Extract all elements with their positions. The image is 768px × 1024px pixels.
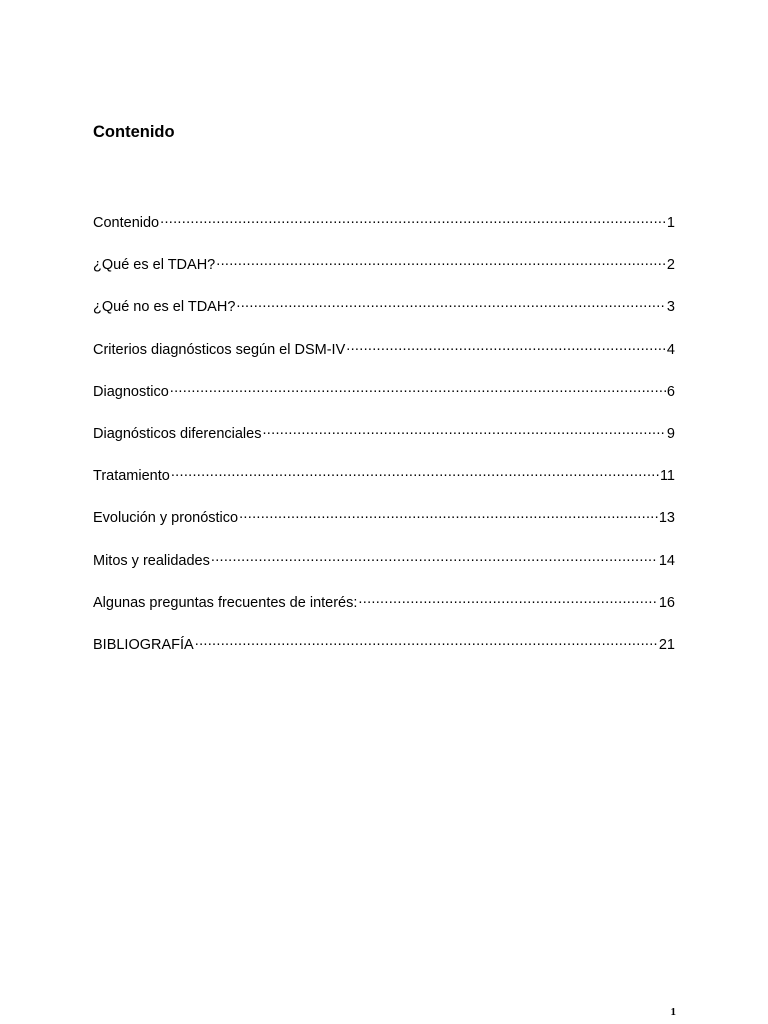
toc-entry[interactable] bbox=[93, 338, 675, 380]
toc-entry-title: ¿Qué no es el TDAH? bbox=[93, 299, 236, 316]
toc-entry-page: 9 bbox=[666, 425, 675, 442]
toc-entry-page: 3 bbox=[666, 299, 675, 316]
toc-dot-leader bbox=[160, 211, 666, 227]
toc-entry-title: ¿Qué es el TDAH? bbox=[93, 257, 216, 274]
table-of-contents bbox=[93, 211, 675, 675]
toc-entry-page: 1 bbox=[666, 215, 675, 231]
toc-entry[interactable] bbox=[93, 591, 675, 633]
toc-entry-title: Diagnostico bbox=[93, 383, 169, 400]
toc-dot-leader bbox=[346, 338, 666, 354]
toc-entry[interactable] bbox=[93, 380, 675, 422]
toc-dot-leader bbox=[171, 464, 659, 480]
toc-entry-title: Evolución y pronóstico bbox=[93, 510, 239, 527]
toc-entry-title: Contenido bbox=[93, 215, 160, 231]
toc-entry-page: 16 bbox=[658, 594, 675, 611]
toc-entry-title: Algunas preguntas frecuentes de interés: bbox=[93, 594, 358, 611]
toc-entry-title: Mitos y realidades bbox=[93, 552, 210, 569]
toc-entry[interactable] bbox=[93, 506, 675, 548]
page-number: 1 bbox=[670, 1006, 676, 1018]
toc-entry-title: Diagnósticos diferenciales bbox=[93, 425, 262, 442]
toc-dot-leader bbox=[211, 549, 658, 565]
toc-entry[interactable] bbox=[93, 633, 675, 675]
toc-dot-leader bbox=[236, 295, 666, 311]
toc-entry[interactable] bbox=[93, 253, 675, 295]
toc-entry[interactable] bbox=[93, 549, 675, 591]
toc-dot-leader bbox=[239, 506, 658, 522]
toc-dot-leader bbox=[170, 380, 666, 396]
toc-entry[interactable] bbox=[93, 295, 675, 337]
toc-entry-page: 6 bbox=[666, 383, 675, 400]
toc-entry-page: 2 bbox=[666, 257, 675, 274]
toc-entry-title: Tratamiento bbox=[93, 468, 170, 485]
toc-entry[interactable] bbox=[93, 211, 675, 253]
toc-entry-title: BIBLIOGRAFÍA bbox=[93, 636, 194, 653]
toc-dot-leader bbox=[216, 253, 666, 269]
toc-entry-page: 13 bbox=[658, 510, 675, 527]
toc-entry-title: Criterios diagnósticos según el DSM-IV bbox=[93, 341, 346, 358]
toc-entry-page: 14 bbox=[658, 552, 675, 569]
toc-entry-page: 4 bbox=[666, 341, 675, 358]
toc-entry[interactable] bbox=[93, 464, 675, 506]
toc-entry-page: 21 bbox=[658, 636, 675, 653]
toc-dot-leader bbox=[262, 422, 665, 438]
toc-dot-leader bbox=[358, 591, 657, 607]
toc-dot-leader bbox=[195, 633, 658, 649]
toc-entry[interactable] bbox=[93, 422, 675, 464]
toc-entry-page: 11 bbox=[659, 468, 675, 485]
toc-heading: Contenido bbox=[93, 123, 175, 141]
